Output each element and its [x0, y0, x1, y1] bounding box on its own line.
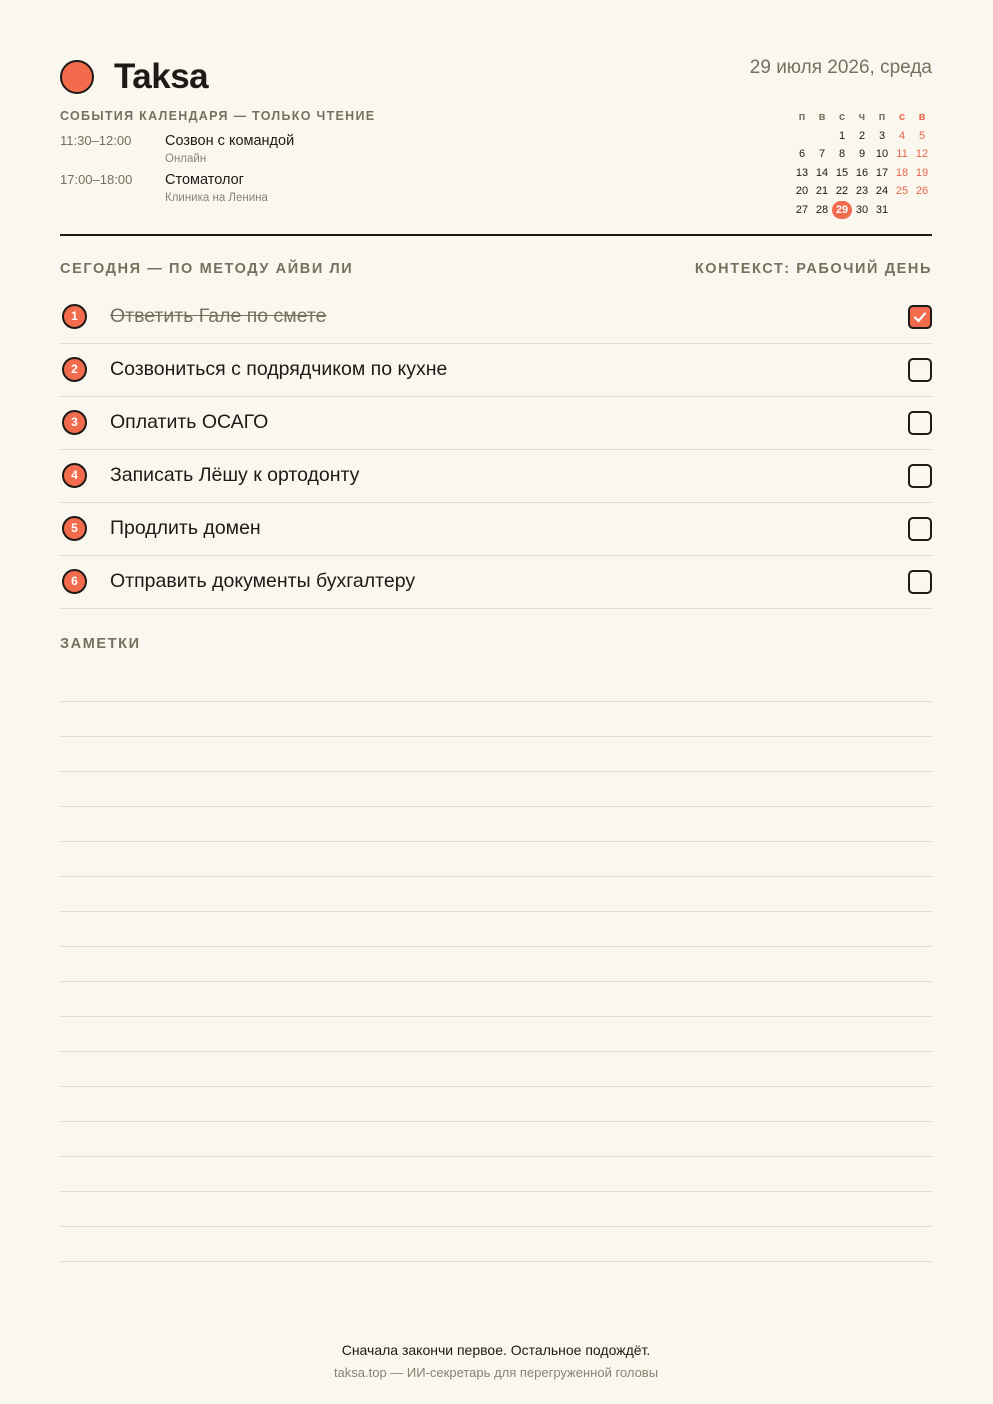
- calendar-day: 5: [918, 129, 926, 142]
- task-checkbox[interactable]: [908, 358, 932, 382]
- notes-line[interactable]: [60, 1121, 932, 1156]
- calendar-day: 18: [895, 166, 909, 179]
- event-subtitle: Клиника на Ленина: [165, 192, 268, 204]
- calendar-week: [792, 201, 932, 220]
- notes-area[interactable]: [60, 701, 932, 1296]
- task-number-badge: 4: [62, 463, 87, 488]
- calendar-weekday: в: [818, 111, 826, 123]
- footer-credit: taksa.top — ИИ-секретарь для перегруженной головы: [333, 1365, 659, 1380]
- notes-line[interactable]: [60, 736, 932, 771]
- calendar-weekday: п: [798, 111, 806, 123]
- task-text: Ответить Гале по смете: [110, 305, 327, 327]
- calendar-day: 28: [815, 203, 829, 216]
- notes-line[interactable]: [60, 1261, 932, 1296]
- task-number-badge: 6: [62, 569, 87, 594]
- task-number-badge: 3: [62, 410, 87, 435]
- event-time: 17:00–18:00: [60, 172, 133, 187]
- calendar-day: 8: [838, 148, 846, 160]
- calendar-day: 14: [815, 166, 829, 179]
- event-title: Стоматолог: [165, 172, 244, 188]
- calendar-week: [792, 182, 932, 201]
- calendar-week: [792, 164, 932, 183]
- task-checkbox[interactable]: [908, 570, 932, 594]
- footer-tagline: Сначала закончи первое. Остальное подождёт.: [341, 1342, 651, 1358]
- calendar-week: [792, 145, 932, 164]
- calendar-day: 22: [835, 185, 849, 197]
- calendar-day-today: 29: [832, 201, 852, 219]
- task-row: [60, 344, 932, 397]
- task-checkbox[interactable]: [908, 464, 932, 488]
- calendar-day: 31: [875, 203, 889, 216]
- task-row: [60, 450, 932, 503]
- notes-line[interactable]: [60, 911, 932, 946]
- calendar-day: 10: [875, 148, 889, 160]
- mini-calendar: [792, 108, 932, 219]
- calendar-day: 19: [915, 166, 929, 179]
- notes-line[interactable]: [60, 841, 932, 876]
- today-section-title: СЕГОДНЯ — ПО МЕТОДУ АЙВИ ЛИ: [60, 261, 354, 277]
- calendar-day: 25: [895, 185, 909, 197]
- calendar-day: 3: [878, 129, 886, 142]
- notes-line[interactable]: [60, 701, 932, 736]
- page-date: 29 июля 2026, среда: [749, 57, 932, 78]
- calendar-weekday: п: [878, 111, 886, 123]
- notes-line[interactable]: [60, 1016, 932, 1051]
- event-subtitle: Онлайн: [165, 153, 207, 165]
- calendar-day: 20: [795, 185, 809, 197]
- task-row: [60, 397, 932, 450]
- calendar-weekdays: [792, 108, 932, 127]
- calendar-day: 15: [835, 166, 849, 179]
- notes-line[interactable]: [60, 946, 932, 981]
- task-number-badge: 2: [62, 357, 87, 382]
- task-checkbox[interactable]: [908, 411, 932, 435]
- calendar-day: 23: [855, 185, 869, 197]
- task-list: [60, 291, 932, 609]
- calendar-day: 6: [798, 148, 806, 160]
- calendar-day: 12: [915, 148, 929, 160]
- notes-line[interactable]: [60, 1086, 932, 1121]
- calendar-day: 1: [838, 129, 846, 142]
- brand-name: Taksa: [114, 57, 209, 96]
- task-row: [60, 291, 932, 344]
- calendar-weekday: ч: [858, 111, 866, 123]
- planner-page: [60, 0, 932, 1404]
- calendar-day: 27: [795, 203, 809, 216]
- calendar-day: 7: [818, 148, 826, 160]
- notes-line[interactable]: [60, 981, 932, 1016]
- notes-title: ЗАМЕТКИ: [60, 636, 141, 652]
- task-checkbox[interactable]: [908, 517, 932, 541]
- calendar-day: 30: [855, 203, 869, 216]
- task-text: Отправить документы бухгалтеру: [110, 570, 416, 592]
- calendar-day: 21: [815, 185, 829, 197]
- calendar-weekday: в: [918, 111, 926, 123]
- notes-line[interactable]: [60, 1191, 932, 1226]
- header-divider: [60, 234, 932, 236]
- event-time: 11:30–12:00: [60, 133, 132, 148]
- task-number-badge: 1: [62, 304, 87, 329]
- task-text: Оплатить ОСАГО: [110, 411, 269, 433]
- event-title: Созвон с командой: [165, 133, 295, 149]
- brand-logo-icon: [60, 60, 94, 94]
- task-row: [60, 556, 932, 609]
- notes-line[interactable]: [60, 1051, 932, 1086]
- notes-line[interactable]: [60, 1156, 932, 1191]
- calendar-day: 24: [875, 185, 889, 197]
- calendar-day: 11: [896, 148, 908, 160]
- checkmark-icon: [912, 309, 928, 325]
- notes-line[interactable]: [60, 1226, 932, 1261]
- events-title: СОБЫТИЯ КАЛЕНДАРЯ — ТОЛЬКО ЧТЕНИЕ: [60, 109, 376, 123]
- task-text: Созвониться с подрядчиком по кухне: [110, 358, 448, 380]
- notes-line[interactable]: [60, 806, 932, 841]
- notes-line[interactable]: [60, 771, 932, 806]
- calendar-day: 16: [855, 166, 869, 179]
- task-number-badge: 5: [62, 516, 87, 541]
- calendar-weekday: с: [838, 111, 846, 123]
- calendar-day: 2: [858, 129, 866, 142]
- calendar-day: 26: [915, 185, 929, 197]
- task-text: Продлить домен: [110, 517, 261, 539]
- task-row: [60, 503, 932, 556]
- calendar-day: 4: [898, 129, 906, 142]
- calendar-weekday: с: [898, 111, 906, 123]
- context-label: КОНТЕКСТ: РАБОЧИЙ ДЕНЬ: [694, 261, 932, 277]
- calendar-day: 9: [858, 148, 866, 160]
- task-text: Записать Лёшу к ортодонту: [110, 464, 360, 486]
- calendar-day: 13: [795, 166, 809, 179]
- brand: [60, 58, 208, 96]
- notes-line[interactable]: [60, 876, 932, 911]
- calendar-week: [792, 127, 932, 146]
- task-checkbox-checked[interactable]: [908, 305, 932, 329]
- calendar-day: 17: [875, 166, 889, 179]
